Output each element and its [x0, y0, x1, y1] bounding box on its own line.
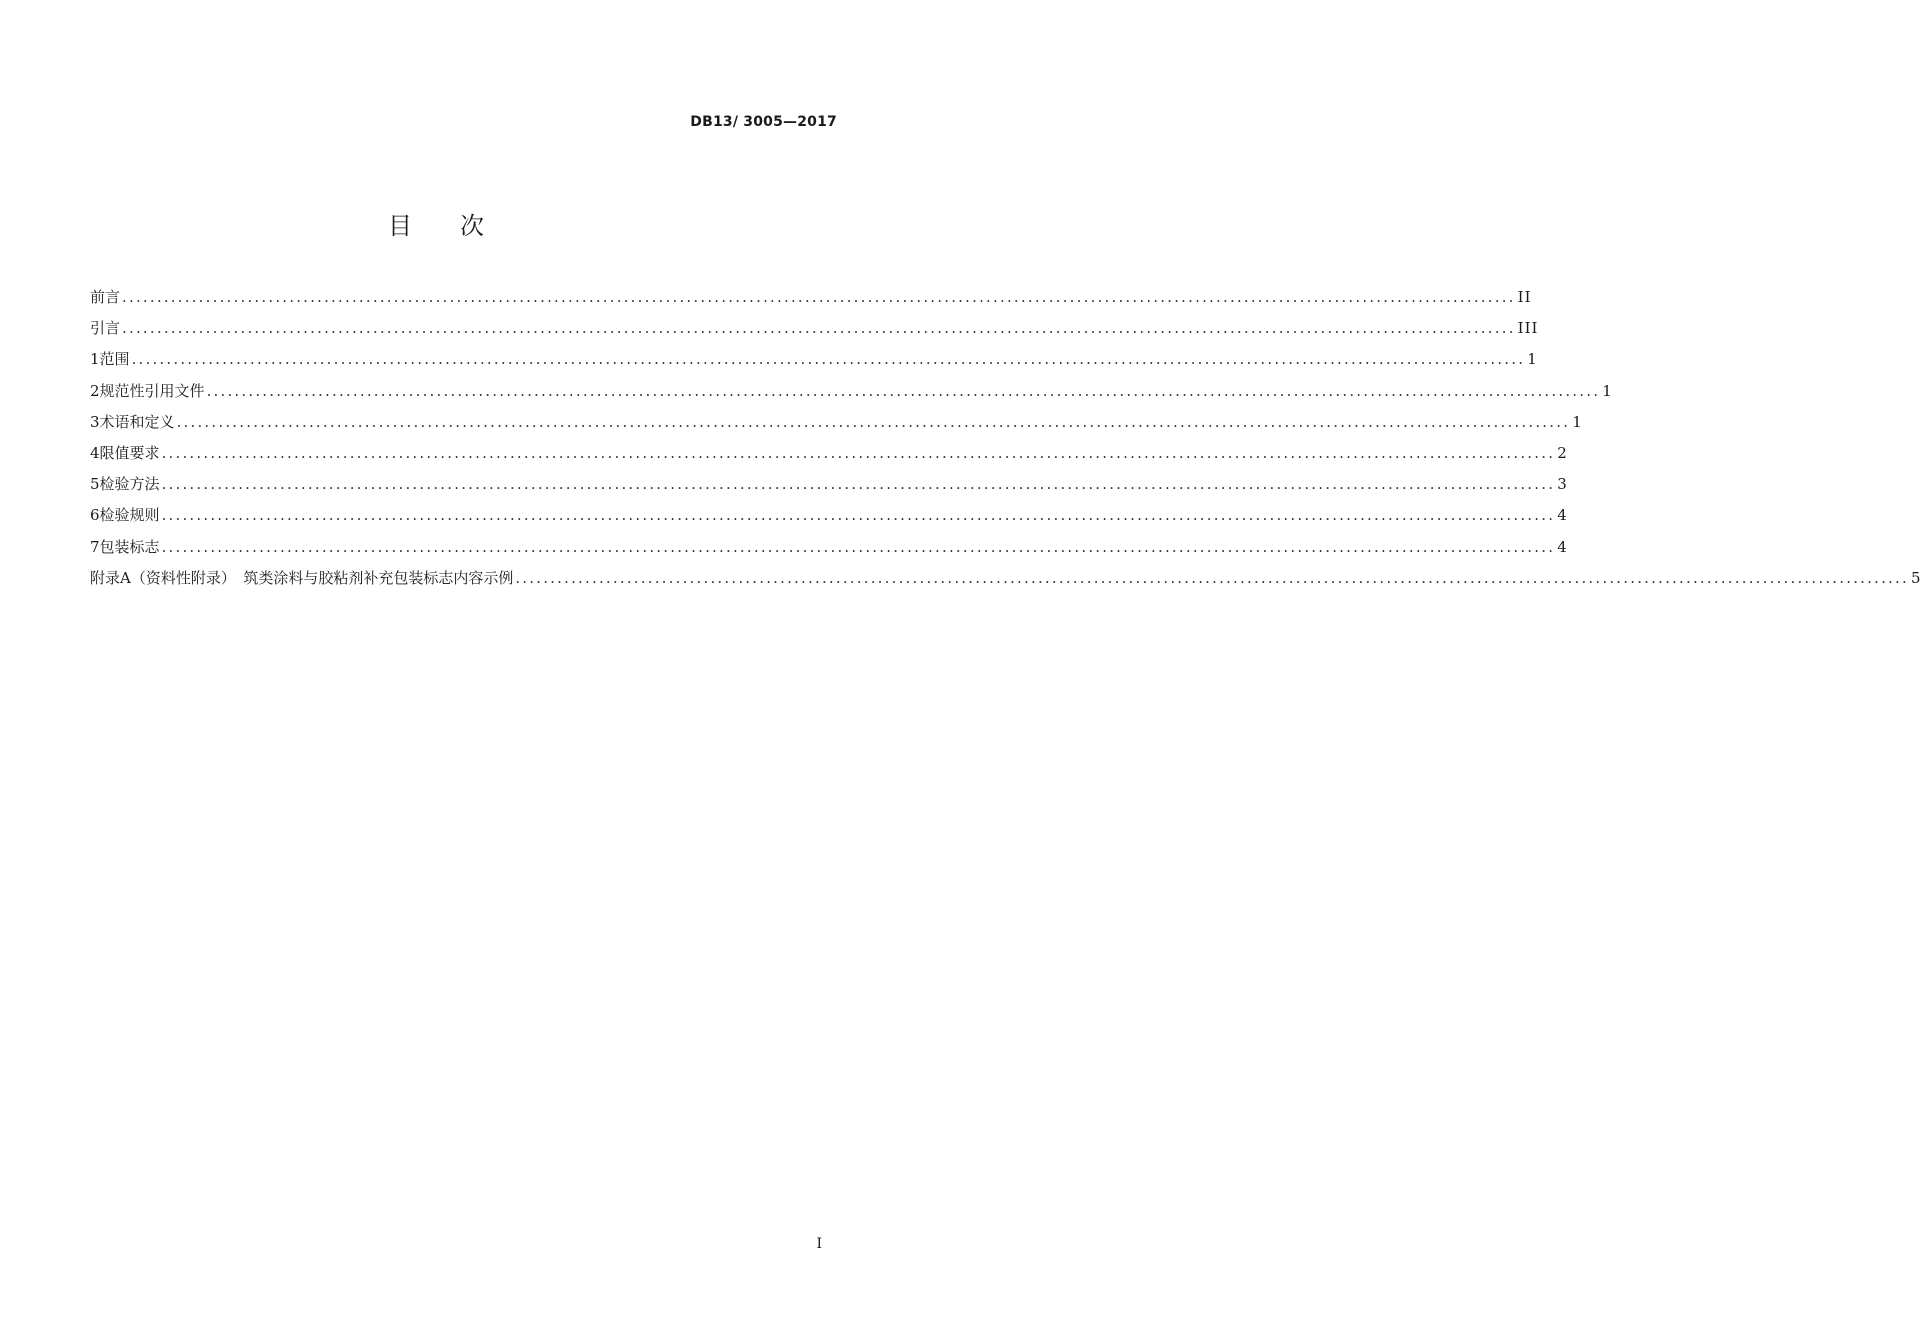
- toc-entry[interactable]: [90, 473, 1568, 504]
- toc-leader-dots: ........................................................................................................................................................................................................: [161, 443, 1556, 462]
- toc-entry-number: 4: [90, 443, 100, 462]
- toc-leader-dots: ........................................................................................................................................................................................................: [176, 412, 1571, 431]
- toc-entry-label: 引言: [90, 319, 121, 338]
- toc-entry[interactable]: [90, 567, 1922, 598]
- toc-leader-dots: ........................................................................................................................................................................................................: [122, 319, 1516, 338]
- toc-entry-number: 5: [90, 475, 100, 494]
- toc-leader-dots: ........................................................................................................................................................................................................: [161, 506, 1556, 525]
- toc-entry-label: 检验方法: [99, 475, 160, 494]
- toc-entry-page: 2: [1557, 443, 1568, 462]
- table-of-contents: [90, 286, 1922, 598]
- toc-entry[interactable]: [90, 411, 1583, 442]
- toc-entry-number: 2: [90, 381, 100, 400]
- toc-leader-dots: ........................................................................................................................................................................................................: [131, 350, 1526, 369]
- toc-entry-number: 7: [90, 537, 100, 556]
- toc-entry-page: 4: [1557, 537, 1568, 556]
- toc-entry-label: 检验规则: [99, 506, 160, 525]
- toc-entry[interactable]: [90, 286, 1532, 317]
- toc-entry-label: 附录A（资料性附录） 筑类涂料与胶粘剂补充包装标志内容示例: [90, 568, 514, 587]
- toc-entry-label: 术语和定义: [99, 412, 175, 431]
- toc-entry-label: 前言: [90, 288, 121, 306]
- toc-entry-number: 1: [90, 350, 100, 369]
- toc-entry-label: 范围: [99, 350, 130, 369]
- toc-entry-page: 3: [1557, 475, 1568, 494]
- toc-entry-label: 限值要求: [99, 443, 160, 462]
- toc-entry-page: 1: [1572, 412, 1583, 431]
- toc-entry-label: 规范性引用文件: [99, 381, 205, 400]
- toc-entry[interactable]: [90, 442, 1568, 473]
- toc-entry-number: 6: [90, 506, 100, 525]
- toc-entry-page: 4: [1557, 506, 1568, 525]
- toc-leader-dots: ........................................................................................................................................................................................................: [161, 537, 1556, 556]
- toc-entry[interactable]: [90, 380, 1613, 411]
- footer-page-number: I: [816, 1236, 822, 1252]
- toc-entry-number: 3: [90, 412, 100, 431]
- toc-entry-page: II: [1517, 288, 1532, 306]
- toc-entry-page: 1: [1602, 381, 1613, 400]
- standard-code: DB13/ 3005—2017: [690, 114, 837, 130]
- toc-entry-page: 1: [1527, 350, 1538, 369]
- toc-entry-page: III: [1517, 319, 1539, 338]
- toc-entry-label: 包装标志: [99, 537, 160, 556]
- toc-leader-dots: ........................................................................................................................................................................................................: [122, 288, 1516, 306]
- toc-leader-dots: ........................................................................................................................................................................................................: [515, 568, 1909, 587]
- toc-entry[interactable]: [90, 504, 1568, 535]
- toc-entry[interactable]: [90, 536, 1568, 567]
- toc-leader-dots: ........................................................................................................................................................................................................: [161, 475, 1556, 494]
- page-title: 目次: [388, 212, 532, 240]
- toc-leader-dots: ........................................................................................................................................................................................................: [206, 381, 1601, 400]
- toc-entry-page: 5: [1910, 568, 1922, 587]
- toc-entry[interactable]: [90, 317, 1539, 348]
- toc-entry[interactable]: [90, 348, 1538, 379]
